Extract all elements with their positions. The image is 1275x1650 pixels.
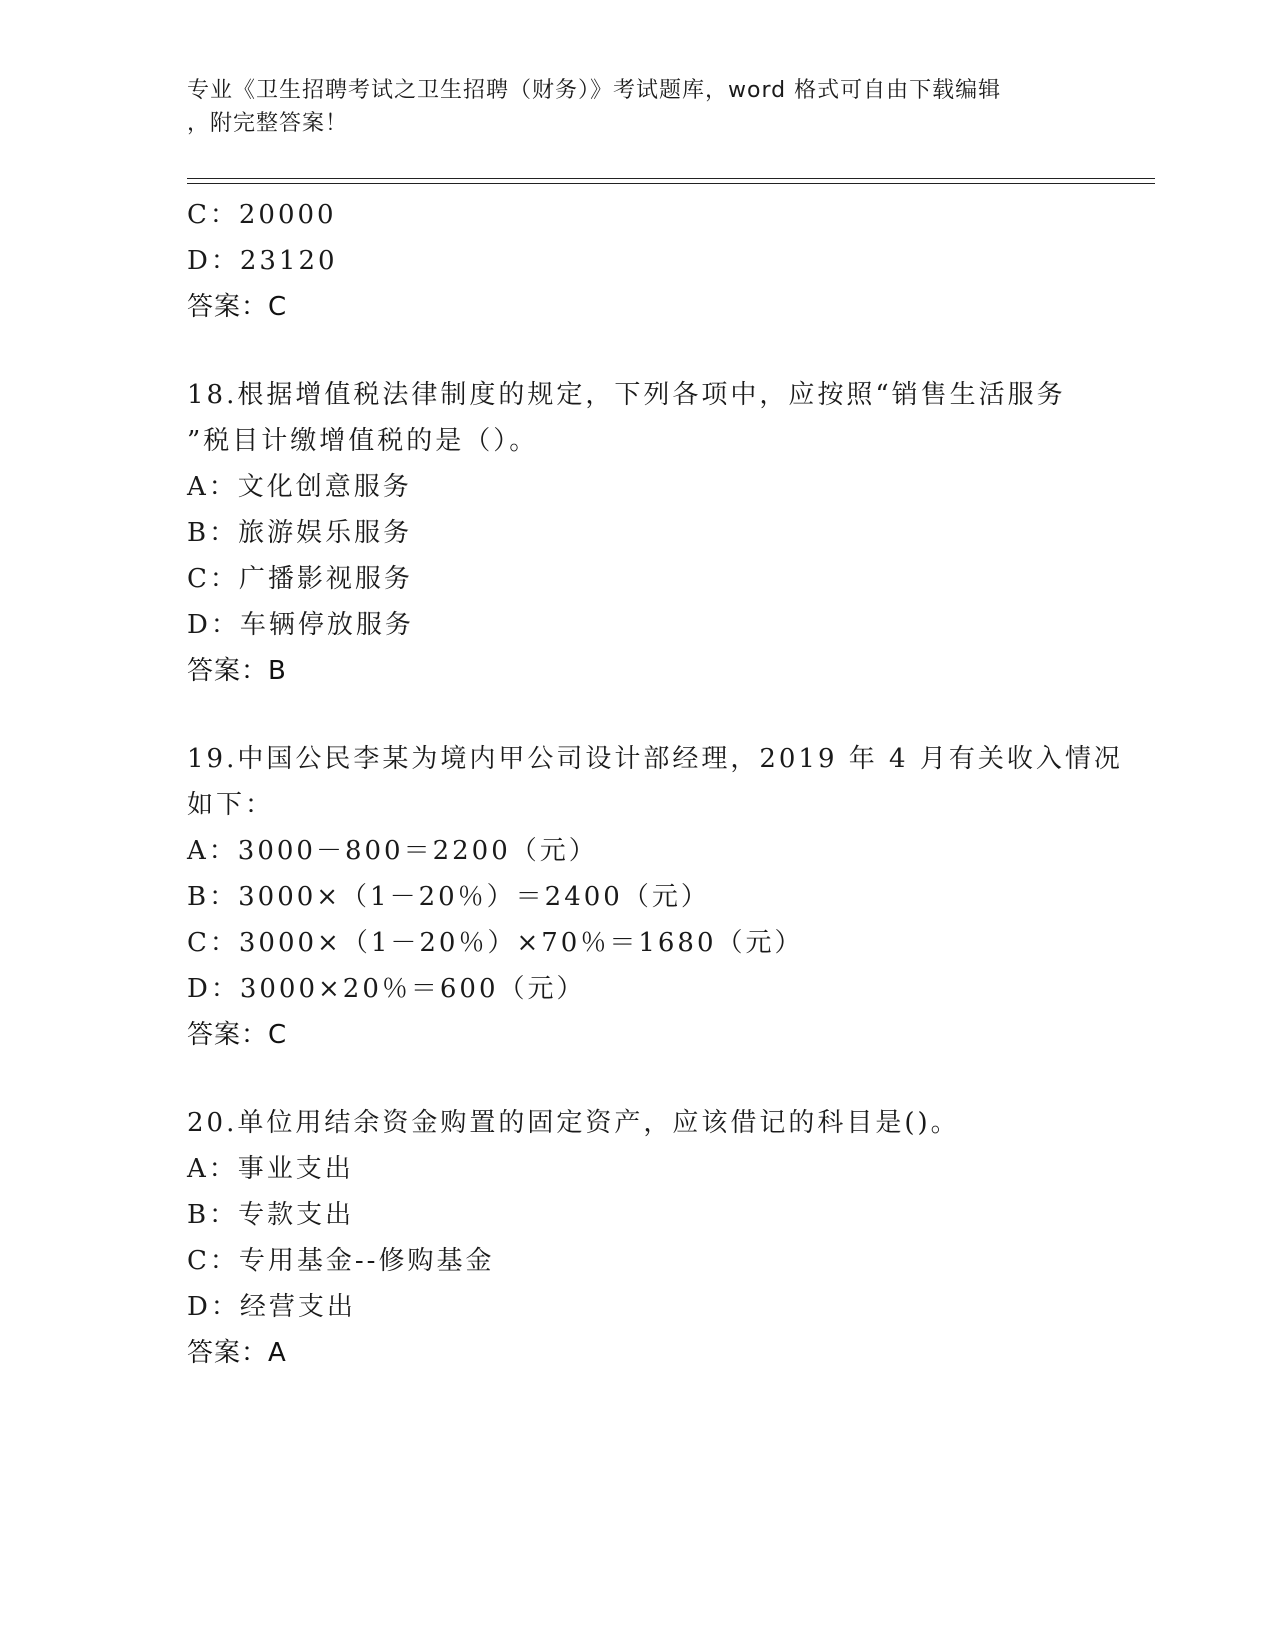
option-c: C：专用基金--修购基金 [187, 1246, 495, 1276]
question-20 [187, 1100, 1087, 1376]
header-divider-top [187, 178, 1155, 179]
question-stem: 19.中国公民李某为境内甲公司设计部经理，2019 年 4 月有关收入情况 [187, 744, 1123, 774]
option-a: A：文化创意服务 [187, 472, 412, 502]
option-d: D：23120 [187, 246, 338, 276]
option-d: D：车辆停放服务 [187, 610, 414, 640]
question-stem: 20.单位用结余资金购置的固定资产，应该借记的科目是()。 [187, 1108, 960, 1138]
option-a: A：3000－800＝2200（元） [187, 836, 598, 866]
option-d: D：经营支出 [187, 1292, 356, 1322]
header-line-1: 专业《卫生招聘考试之卫生招聘（财务）》考试题库，word 格式可自由下载编辑 [187, 78, 1002, 103]
option-c: C：20000 [187, 200, 337, 230]
answer: 答案：C [187, 1020, 288, 1050]
option-b: B：专款支出 [187, 1200, 355, 1230]
option-c: C：3000×（1－20％）×70％＝1680（元） [187, 928, 804, 958]
spacer [187, 1058, 1087, 1100]
question-list [187, 192, 1123, 1376]
question-19 [187, 736, 1123, 1058]
option-b: B：旅游娱乐服务 [187, 518, 413, 548]
option-c: C：广播影视服务 [187, 564, 413, 594]
document-header [187, 74, 1067, 140]
answer: 答案：B [187, 656, 287, 686]
question-stem: 18.根据增值税法律制度的规定，下列各项中，应按照“销售生活服务 [187, 380, 1066, 410]
question-17 [187, 192, 1087, 330]
question-18 [187, 372, 1087, 694]
spacer [187, 694, 1087, 736]
question-stem-continued: 如下： [187, 790, 275, 820]
option-d: D：3000×20％＝600（元） [187, 974, 586, 1004]
answer: 答案：A [187, 1338, 287, 1368]
header-line-2: ，附完整答案！ [187, 111, 349, 136]
spacer [187, 330, 1087, 372]
option-a: A：事业支出 [187, 1154, 354, 1184]
option-b: B：3000×（1－20％）＝2400（元） [187, 882, 710, 912]
header-divider-bottom [187, 183, 1155, 184]
question-stem-continued: ”税目计缴增值税的是（）。 [187, 426, 539, 456]
answer: 答案：C [187, 292, 288, 322]
